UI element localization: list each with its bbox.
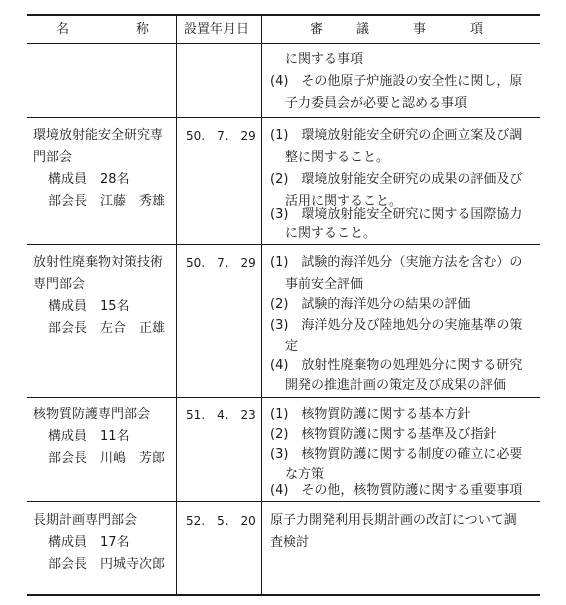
header-bottom-rule [27, 43, 540, 44]
committee-name: 環境放射能安全研究専 [33, 128, 164, 143]
member-count: 構成員 11名 [48, 429, 130, 444]
row-divider [27, 397, 540, 398]
matters-line: (1) 試験的海洋処分（実施方法を含む）の [270, 255, 523, 270]
matters-line: (4) 放射性廃棄物の処理処分に関する研究 [270, 358, 523, 373]
column-divider-2 [261, 14, 262, 596]
matters-line: 査検討 [270, 535, 310, 550]
committee-name: 放射性廃棄物対策技術 [33, 255, 164, 270]
committee-name: 専門部会 [33, 277, 86, 292]
header-name-a: 名 [56, 22, 70, 37]
header-matters-1: 審 [310, 22, 324, 37]
matters-line: 原子力開発利用長期計画の改訂について調 [270, 513, 517, 528]
establishment-date: 52. 5. 20 [186, 514, 256, 528]
matters-line: (3) 環境放射能安全研究に関する国際協力 [270, 207, 523, 222]
matters-line: 活用に関すること。 [285, 194, 403, 209]
member-count: 構成員 28名 [48, 172, 130, 187]
matters-line: に関する事項 [285, 52, 364, 67]
row-divider [27, 244, 540, 245]
matters-line: な方策 [285, 467, 325, 482]
committee-name: 門部会 [33, 150, 73, 165]
chairperson: 部会長 左合 正雄 [48, 321, 166, 336]
table-bottom-rule [27, 594, 540, 596]
chairperson: 部会長 川嶋 芳郎 [48, 451, 166, 466]
matters-line: (2) 核物質防護に関する基準及び指針 [270, 427, 497, 442]
header-matters-3: 事 [413, 22, 427, 37]
member-count: 構成員 17名 [48, 535, 130, 550]
committee-name: 核物質防護専門部会 [33, 407, 151, 422]
column-divider-1 [176, 14, 177, 596]
row-divider [27, 501, 540, 502]
row-divider [27, 117, 540, 118]
matters-line: 定 [285, 339, 299, 354]
establishment-date: 50. 7. 29 [186, 129, 256, 143]
matters-line: 事前安全評価 [285, 277, 364, 292]
header-name-b: 称 [136, 22, 150, 37]
chairperson: 部会長 円城寺次郎 [48, 557, 166, 572]
header-date: 設置年月日 [184, 22, 250, 37]
header-matters-2: 議 [356, 22, 370, 37]
establishment-date: 51. 4. 23 [186, 408, 256, 422]
matters-line: 整に関すること。 [285, 150, 390, 165]
committee-name: 長期計画専門部会 [33, 513, 138, 528]
matters-line: に関すること。 [285, 226, 377, 241]
matters-line: (4) その他，核物質防護に関する重要事項 [270, 483, 523, 498]
matters-line: (3) 海洋処分及び陸地処分の実施基準の策 [270, 318, 523, 333]
matters-line: (2) 環境放射能安全研究の成果の評価及び [270, 172, 523, 187]
matters-line: (1) 核物質防護に関する基本方針 [270, 407, 471, 422]
establishment-date: 50. 7. 29 [186, 256, 256, 270]
member-count: 構成員 15名 [48, 299, 130, 314]
matters-line: 子力委員会が必要と認める事項 [285, 96, 468, 111]
matters-line: (2) 試験的海洋処分の結果の評価 [270, 297, 471, 312]
matters-line: (4) その他原子炉施設の安全性に関し，原 [270, 74, 523, 89]
matters-line: 開発の推進計画の策定及び成果の評価 [285, 378, 507, 393]
table-top-rule [27, 14, 540, 16]
matters-line: (1) 環境放射能安全研究の企画立案及び調 [270, 128, 523, 143]
header-matters-4: 項 [470, 22, 484, 37]
matters-line: (3) 核物質防護に関する制度の確立に必要 [270, 447, 523, 462]
chairperson: 部会長 江藤 秀雄 [48, 194, 166, 209]
